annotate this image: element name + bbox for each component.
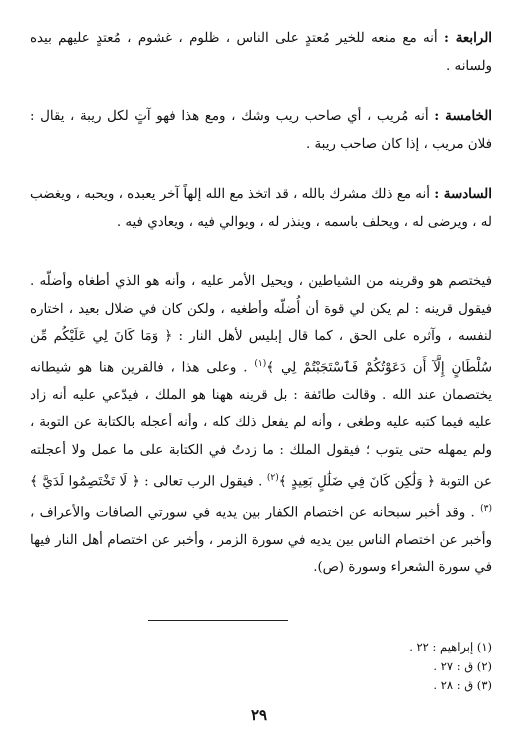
paragraph-text: أنه مع ذلك مشرك بالله ، قد اتخذ مع الله إلهاً آخر يعبده ، ويحبه ، ويغضب له ، ويرضى له ، ويحلف باسمه ، وينذر له ، ويوالي فيه ، ويعادي فيه . bbox=[30, 187, 492, 230]
page-number: ٢٩ bbox=[250, 706, 268, 724]
paragraph-fifth bbox=[30, 102, 492, 159]
main-text-part1: فيختصم هو وقرينه من الشياطين ، ويحيل الأمر عليه ، وأنه هو الذي أطغاه وأضلّه . فيقول قرينه : لم يكن لي قوة أن أُضلّه وأطغيه ، ولكن كان في ضلال بعيد ، اختاره لنفسه ، وآثره على الحق ، كما قال إبليس لأهل النار : ﴿ وَمَا كَانَ لِي عَلَيْكُم مِّن سُلْطَانٍ إِلَّآ أَن دَعَوْتُكُمْ فَٱسْتَجَبْتُمْ لِي ﴾ bbox=[30, 274, 492, 376]
main-text-part4: . وقد أخبر سبحانه عن اختصام الكفار بين يديه في سورتي الصافات والأعراف ، وأخبر عن اختصام الناس بين يديه في سورة الزمر ، وأخبر عن اختصام أهل النار فيها في سورة الشعراء وسورة (ص). bbox=[30, 505, 492, 576]
paragraph-sixth bbox=[30, 180, 492, 237]
paragraph-main bbox=[30, 268, 492, 582]
paragraph-lead: السادسة : bbox=[434, 186, 492, 202]
footnote-ref-1: (١) bbox=[254, 358, 267, 369]
footnote-1: (١) إبراهيم : ٢٢ . bbox=[409, 640, 492, 654]
footnote-ref-3: (٣) bbox=[480, 503, 492, 514]
footnote-2: (٢) ق : ٢٧ . bbox=[433, 659, 492, 673]
paragraph-lead: الرابعة : bbox=[444, 30, 492, 46]
paragraph-fourth bbox=[30, 24, 492, 81]
footnote-divider bbox=[148, 620, 288, 621]
footnote-ref-2: (٢) bbox=[266, 472, 279, 483]
paragraph-lead: الخامسة : bbox=[434, 108, 492, 124]
paragraph-text: أنه مع منعه للخير مُعتدٍ على الناس ، ظلوم ، غشوم ، مُعتدٍ عليهم بيده ولسانه . bbox=[30, 31, 492, 74]
main-text-part2: . وعلى هذا ، فالقرين هنا هو شيطانه يختصمان عند الله . وقالت طائفة : بل قرينه ههنا هو الملك ، فيدّعي عليه أنه زاد عليه فيما كتبه عليه وطغى ، وأنه لم يفعل ذلك كله ، وأنه أعجله بالكتابة عن التوبة ، ولم يمهله حتى يتوب ؛ فيقول الملك : ما زدتُ في الكتابة على ما عمل ولا أعجلته عن التوبة ﴿ وَلَٰكِن كَانَ فِي ضَلَٰلٍ بَعِيدٍ ﴾ bbox=[30, 360, 492, 490]
paragraph-text: أنه مُريب ، أي صاحب ريب وشك ، ومع هذا فهو آتٍ لكل ريبة ، يقال : فلان مريب ، إذا كان صاحب ريبة . bbox=[30, 109, 492, 152]
footnotes bbox=[409, 638, 492, 695]
footnote-3: (٣) ق : ٢٨ . bbox=[433, 678, 492, 692]
main-text-part3: . فيقول الرب تعالى : ﴿ لَا تَخْتَصِمُوا لَدَيَّ ﴾ bbox=[30, 474, 267, 490]
